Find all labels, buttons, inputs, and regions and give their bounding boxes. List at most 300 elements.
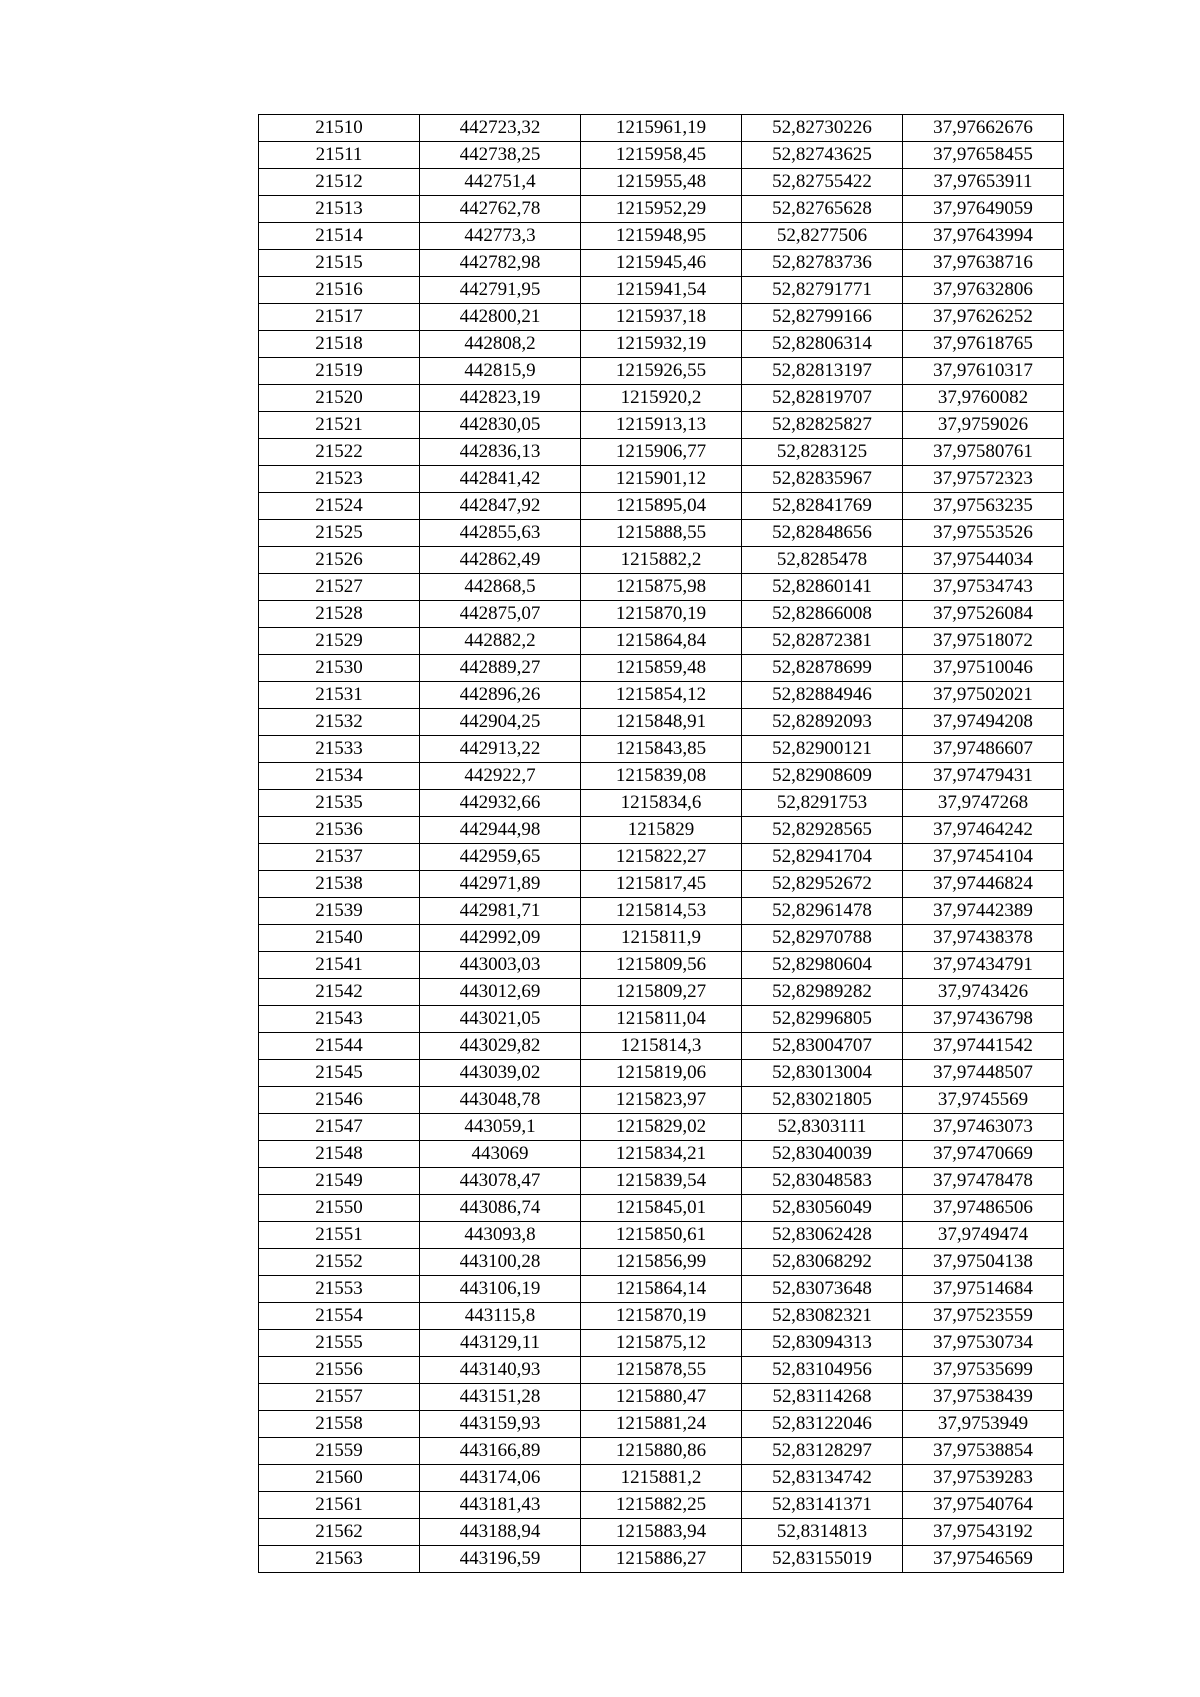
table-row [259,1222,1064,1249]
latitude-cell: 52,82835967 [742,466,903,493]
latitude-cell: 52,82961478 [742,898,903,925]
y-coordinate-cell: 1215913,13 [581,412,742,439]
point-id-cell: 21519 [259,358,420,385]
x-coordinate-cell: 443048,78 [420,1087,581,1114]
y-coordinate-cell: 1215882,25 [581,1492,742,1519]
longitude-cell: 37,97643994 [903,223,1064,250]
longitude-cell: 37,97626252 [903,304,1064,331]
table-row [259,1006,1064,1033]
point-id-cell: 21541 [259,952,420,979]
point-id-cell: 21553 [259,1276,420,1303]
latitude-cell: 52,8277506 [742,223,903,250]
longitude-cell: 37,97540764 [903,1492,1064,1519]
point-id-cell: 21551 [259,1222,420,1249]
latitude-cell: 52,8303111 [742,1114,903,1141]
x-coordinate-cell: 443159,93 [420,1411,581,1438]
longitude-cell: 37,97470669 [903,1141,1064,1168]
x-coordinate-cell: 442836,13 [420,439,581,466]
latitude-cell: 52,83073648 [742,1276,903,1303]
latitude-cell: 52,83104956 [742,1357,903,1384]
x-coordinate-cell: 443059,1 [420,1114,581,1141]
point-id-cell: 21546 [259,1087,420,1114]
table-row [259,1168,1064,1195]
longitude-cell: 37,97544034 [903,547,1064,574]
point-id-cell: 21540 [259,925,420,952]
table-row [259,628,1064,655]
point-id-cell: 21532 [259,709,420,736]
longitude-cell: 37,97502021 [903,682,1064,709]
longitude-cell: 37,97448507 [903,1060,1064,1087]
point-id-cell: 21563 [259,1546,420,1573]
longitude-cell: 37,97653911 [903,169,1064,196]
y-coordinate-cell: 1215822,27 [581,844,742,871]
x-coordinate-cell: 442830,05 [420,412,581,439]
x-coordinate-cell: 442782,98 [420,250,581,277]
latitude-cell: 52,83122046 [742,1411,903,1438]
latitude-cell: 52,83068292 [742,1249,903,1276]
point-id-cell: 21543 [259,1006,420,1033]
x-coordinate-cell: 443069 [420,1141,581,1168]
point-id-cell: 21533 [259,736,420,763]
table-row [259,844,1064,871]
longitude-cell: 37,97535699 [903,1357,1064,1384]
point-id-cell: 21559 [259,1438,420,1465]
latitude-cell: 52,82989282 [742,979,903,1006]
x-coordinate-cell: 443021,05 [420,1006,581,1033]
point-id-cell: 21537 [259,844,420,871]
point-id-cell: 21511 [259,142,420,169]
x-coordinate-cell: 442959,65 [420,844,581,871]
x-coordinate-cell: 442841,42 [420,466,581,493]
x-coordinate-cell: 442889,27 [420,655,581,682]
longitude-cell: 37,97518072 [903,628,1064,655]
latitude-cell: 52,83004707 [742,1033,903,1060]
y-coordinate-cell: 1215948,95 [581,223,742,250]
latitude-cell: 52,83155019 [742,1546,903,1573]
y-coordinate-cell: 1215870,19 [581,601,742,628]
point-id-cell: 21527 [259,574,420,601]
table-row [259,1033,1064,1060]
y-coordinate-cell: 1215850,61 [581,1222,742,1249]
longitude-cell: 37,9759026 [903,412,1064,439]
table-row [259,196,1064,223]
latitude-cell: 52,82806314 [742,331,903,358]
longitude-cell: 37,97523559 [903,1303,1064,1330]
x-coordinate-cell: 442855,63 [420,520,581,547]
point-id-cell: 21544 [259,1033,420,1060]
longitude-cell: 37,97553526 [903,520,1064,547]
table-row [259,1276,1064,1303]
latitude-cell: 52,82743625 [742,142,903,169]
y-coordinate-cell: 1215958,45 [581,142,742,169]
point-id-cell: 21542 [259,979,420,1006]
longitude-cell: 37,9753949 [903,1411,1064,1438]
longitude-cell: 37,9747268 [903,790,1064,817]
point-id-cell: 21562 [259,1519,420,1546]
table-row [259,223,1064,250]
latitude-cell: 52,82980604 [742,952,903,979]
x-coordinate-cell: 442904,25 [420,709,581,736]
x-coordinate-cell: 443106,19 [420,1276,581,1303]
longitude-cell: 37,97494208 [903,709,1064,736]
x-coordinate-cell: 442896,26 [420,682,581,709]
table-row [259,115,1064,142]
point-id-cell: 21556 [259,1357,420,1384]
longitude-cell: 37,97486506 [903,1195,1064,1222]
y-coordinate-cell: 1215952,29 [581,196,742,223]
longitude-cell: 37,97538854 [903,1438,1064,1465]
longitude-cell: 37,97438378 [903,925,1064,952]
longitude-cell: 37,97454104 [903,844,1064,871]
x-coordinate-cell: 442751,4 [420,169,581,196]
point-id-cell: 21547 [259,1114,420,1141]
latitude-cell: 52,83082321 [742,1303,903,1330]
x-coordinate-cell: 442773,3 [420,223,581,250]
table-row [259,493,1064,520]
table-row [259,763,1064,790]
table-row [259,547,1064,574]
latitude-cell: 52,82866008 [742,601,903,628]
longitude-cell: 37,97441542 [903,1033,1064,1060]
y-coordinate-cell: 1215839,54 [581,1168,742,1195]
latitude-cell: 52,82783736 [742,250,903,277]
latitude-cell: 52,83056049 [742,1195,903,1222]
latitude-cell: 52,8285478 [742,547,903,574]
longitude-cell: 37,97463073 [903,1114,1064,1141]
longitude-cell: 37,97514684 [903,1276,1064,1303]
y-coordinate-cell: 1215814,3 [581,1033,742,1060]
latitude-cell: 52,83094313 [742,1330,903,1357]
table-row [259,871,1064,898]
longitude-cell: 37,9743426 [903,979,1064,1006]
latitude-cell: 52,82941704 [742,844,903,871]
latitude-cell: 52,82884946 [742,682,903,709]
coordinates-table-body [259,115,1064,1573]
x-coordinate-cell: 442981,71 [420,898,581,925]
x-coordinate-cell: 442815,9 [420,358,581,385]
table-row [259,1465,1064,1492]
point-id-cell: 21535 [259,790,420,817]
x-coordinate-cell: 443039,02 [420,1060,581,1087]
table-row [259,1546,1064,1573]
y-coordinate-cell: 1215839,08 [581,763,742,790]
latitude-cell: 52,83021805 [742,1087,903,1114]
table-row [259,1195,1064,1222]
y-coordinate-cell: 1215882,2 [581,547,742,574]
latitude-cell: 52,82813197 [742,358,903,385]
point-id-cell: 21524 [259,493,420,520]
y-coordinate-cell: 1215829,02 [581,1114,742,1141]
point-id-cell: 21517 [259,304,420,331]
point-id-cell: 21534 [259,763,420,790]
y-coordinate-cell: 1215906,77 [581,439,742,466]
table-row [259,1141,1064,1168]
point-id-cell: 21555 [259,1330,420,1357]
point-id-cell: 21515 [259,250,420,277]
longitude-cell: 37,97510046 [903,655,1064,682]
point-id-cell: 21521 [259,412,420,439]
x-coordinate-cell: 443100,28 [420,1249,581,1276]
y-coordinate-cell: 1215819,06 [581,1060,742,1087]
table-row [259,169,1064,196]
x-coordinate-cell: 442791,95 [420,277,581,304]
longitude-cell: 37,97486607 [903,736,1064,763]
longitude-cell: 37,97538439 [903,1384,1064,1411]
y-coordinate-cell: 1215843,85 [581,736,742,763]
x-coordinate-cell: 442944,98 [420,817,581,844]
y-coordinate-cell: 1215880,86 [581,1438,742,1465]
y-coordinate-cell: 1215823,97 [581,1087,742,1114]
table-row [259,1249,1064,1276]
table-row [259,1384,1064,1411]
latitude-cell: 52,83114268 [742,1384,903,1411]
latitude-cell: 52,83134742 [742,1465,903,1492]
table-row [259,655,1064,682]
longitude-cell: 37,97658455 [903,142,1064,169]
y-coordinate-cell: 1215870,19 [581,1303,742,1330]
latitude-cell: 52,82848656 [742,520,903,547]
x-coordinate-cell: 442932,66 [420,790,581,817]
longitude-cell: 37,97534743 [903,574,1064,601]
table-row [259,1492,1064,1519]
longitude-cell: 37,97479431 [903,763,1064,790]
y-coordinate-cell: 1215875,98 [581,574,742,601]
x-coordinate-cell: 442913,22 [420,736,581,763]
longitude-cell: 37,97563235 [903,493,1064,520]
y-coordinate-cell: 1215920,2 [581,385,742,412]
table-row [259,1411,1064,1438]
y-coordinate-cell: 1215945,46 [581,250,742,277]
longitude-cell: 37,97649059 [903,196,1064,223]
y-coordinate-cell: 1215941,54 [581,277,742,304]
latitude-cell: 52,82970788 [742,925,903,952]
x-coordinate-cell: 443140,93 [420,1357,581,1384]
table-row [259,682,1064,709]
latitude-cell: 52,82872381 [742,628,903,655]
latitude-cell: 52,82860141 [742,574,903,601]
point-id-cell: 21526 [259,547,420,574]
point-id-cell: 21538 [259,871,420,898]
latitude-cell: 52,82878699 [742,655,903,682]
table-row [259,1114,1064,1141]
y-coordinate-cell: 1215809,56 [581,952,742,979]
y-coordinate-cell: 1215961,19 [581,115,742,142]
x-coordinate-cell: 442800,21 [420,304,581,331]
point-id-cell: 21545 [259,1060,420,1087]
longitude-cell: 37,97526084 [903,601,1064,628]
x-coordinate-cell: 443181,43 [420,1492,581,1519]
y-coordinate-cell: 1215878,55 [581,1357,742,1384]
longitude-cell: 37,97543192 [903,1519,1064,1546]
latitude-cell: 52,82825827 [742,412,903,439]
point-id-cell: 21530 [259,655,420,682]
table-row [259,952,1064,979]
table-row [259,1087,1064,1114]
point-id-cell: 21529 [259,628,420,655]
table-row [259,358,1064,385]
y-coordinate-cell: 1215859,48 [581,655,742,682]
point-id-cell: 21514 [259,223,420,250]
latitude-cell: 52,82730226 [742,115,903,142]
longitude-cell: 37,97530734 [903,1330,1064,1357]
latitude-cell: 52,82819707 [742,385,903,412]
y-coordinate-cell: 1215856,99 [581,1249,742,1276]
longitude-cell: 37,97572323 [903,466,1064,493]
x-coordinate-cell: 442875,07 [420,601,581,628]
point-id-cell: 21528 [259,601,420,628]
latitude-cell: 52,82799166 [742,304,903,331]
longitude-cell: 37,97662676 [903,115,1064,142]
latitude-cell: 52,82755422 [742,169,903,196]
x-coordinate-cell: 442862,49 [420,547,581,574]
longitude-cell: 37,97436798 [903,1006,1064,1033]
x-coordinate-cell: 443086,74 [420,1195,581,1222]
table-row [259,1519,1064,1546]
latitude-cell: 52,82908609 [742,763,903,790]
y-coordinate-cell: 1215926,55 [581,358,742,385]
y-coordinate-cell: 1215875,12 [581,1330,742,1357]
x-coordinate-cell: 443174,06 [420,1465,581,1492]
x-coordinate-cell: 443129,11 [420,1330,581,1357]
latitude-cell: 52,83040039 [742,1141,903,1168]
latitude-cell: 52,83013004 [742,1060,903,1087]
latitude-cell: 52,8283125 [742,439,903,466]
table-row [259,142,1064,169]
table-row [259,1303,1064,1330]
table-row [259,439,1064,466]
longitude-cell: 37,97478478 [903,1168,1064,1195]
latitude-cell: 52,83141371 [742,1492,903,1519]
x-coordinate-cell: 442823,19 [420,385,581,412]
longitude-cell: 37,97504138 [903,1249,1064,1276]
table-row [259,385,1064,412]
x-coordinate-cell: 442762,78 [420,196,581,223]
table-row [259,304,1064,331]
y-coordinate-cell: 1215955,48 [581,169,742,196]
table-row [259,1438,1064,1465]
table-row [259,466,1064,493]
point-id-cell: 21536 [259,817,420,844]
longitude-cell: 37,97580761 [903,439,1064,466]
point-id-cell: 21510 [259,115,420,142]
y-coordinate-cell: 1215854,12 [581,682,742,709]
latitude-cell: 52,82952672 [742,871,903,898]
table-row [259,709,1064,736]
point-id-cell: 21557 [259,1384,420,1411]
x-coordinate-cell: 442847,92 [420,493,581,520]
longitude-cell: 37,9749474 [903,1222,1064,1249]
point-id-cell: 21558 [259,1411,420,1438]
point-id-cell: 21539 [259,898,420,925]
y-coordinate-cell: 1215937,18 [581,304,742,331]
y-coordinate-cell: 1215881,2 [581,1465,742,1492]
longitude-cell: 37,97610317 [903,358,1064,385]
x-coordinate-cell: 443029,82 [420,1033,581,1060]
point-id-cell: 21548 [259,1141,420,1168]
x-coordinate-cell: 443166,89 [420,1438,581,1465]
y-coordinate-cell: 1215845,01 [581,1195,742,1222]
table-row [259,277,1064,304]
point-id-cell: 21516 [259,277,420,304]
latitude-cell: 52,83062428 [742,1222,903,1249]
y-coordinate-cell: 1215834,21 [581,1141,742,1168]
y-coordinate-cell: 1215864,84 [581,628,742,655]
latitude-cell: 52,83128297 [742,1438,903,1465]
x-coordinate-cell: 443196,59 [420,1546,581,1573]
table-row [259,1357,1064,1384]
longitude-cell: 37,97434791 [903,952,1064,979]
y-coordinate-cell: 1215883,94 [581,1519,742,1546]
longitude-cell: 37,9760082 [903,385,1064,412]
latitude-cell: 52,82928565 [742,817,903,844]
point-id-cell: 21531 [259,682,420,709]
x-coordinate-cell: 442738,25 [420,142,581,169]
table-row [259,601,1064,628]
longitude-cell: 37,97442389 [903,898,1064,925]
y-coordinate-cell: 1215881,24 [581,1411,742,1438]
y-coordinate-cell: 1215848,91 [581,709,742,736]
point-id-cell: 21522 [259,439,420,466]
table-row [259,1330,1064,1357]
longitude-cell: 37,97638716 [903,250,1064,277]
y-coordinate-cell: 1215886,27 [581,1546,742,1573]
x-coordinate-cell: 442723,32 [420,115,581,142]
y-coordinate-cell: 1215888,55 [581,520,742,547]
x-coordinate-cell: 442971,89 [420,871,581,898]
point-id-cell: 21513 [259,196,420,223]
y-coordinate-cell: 1215901,12 [581,466,742,493]
x-coordinate-cell: 443012,69 [420,979,581,1006]
point-id-cell: 21512 [259,169,420,196]
longitude-cell: 37,9745569 [903,1087,1064,1114]
latitude-cell: 52,82900121 [742,736,903,763]
x-coordinate-cell: 443151,28 [420,1384,581,1411]
x-coordinate-cell: 442882,2 [420,628,581,655]
table-row [259,925,1064,952]
y-coordinate-cell: 1215932,19 [581,331,742,358]
point-id-cell: 21523 [259,466,420,493]
longitude-cell: 37,97546569 [903,1546,1064,1573]
point-id-cell: 21554 [259,1303,420,1330]
longitude-cell: 37,97618765 [903,331,1064,358]
y-coordinate-cell: 1215817,45 [581,871,742,898]
point-id-cell: 21520 [259,385,420,412]
latitude-cell: 52,82791771 [742,277,903,304]
x-coordinate-cell: 443003,03 [420,952,581,979]
y-coordinate-cell: 1215811,9 [581,925,742,952]
point-id-cell: 21561 [259,1492,420,1519]
y-coordinate-cell: 1215814,53 [581,898,742,925]
latitude-cell: 52,83048583 [742,1168,903,1195]
latitude-cell: 52,82765628 [742,196,903,223]
y-coordinate-cell: 1215834,6 [581,790,742,817]
x-coordinate-cell: 443078,47 [420,1168,581,1195]
point-id-cell: 21549 [259,1168,420,1195]
y-coordinate-cell: 1215895,04 [581,493,742,520]
longitude-cell: 37,97446824 [903,871,1064,898]
y-coordinate-cell: 1215811,04 [581,1006,742,1033]
latitude-cell: 52,8291753 [742,790,903,817]
y-coordinate-cell: 1215829 [581,817,742,844]
point-id-cell: 21518 [259,331,420,358]
table-row [259,520,1064,547]
table-row [259,331,1064,358]
point-id-cell: 21552 [259,1249,420,1276]
y-coordinate-cell: 1215880,47 [581,1384,742,1411]
latitude-cell: 52,82841769 [742,493,903,520]
x-coordinate-cell: 443188,94 [420,1519,581,1546]
longitude-cell: 37,97464242 [903,817,1064,844]
